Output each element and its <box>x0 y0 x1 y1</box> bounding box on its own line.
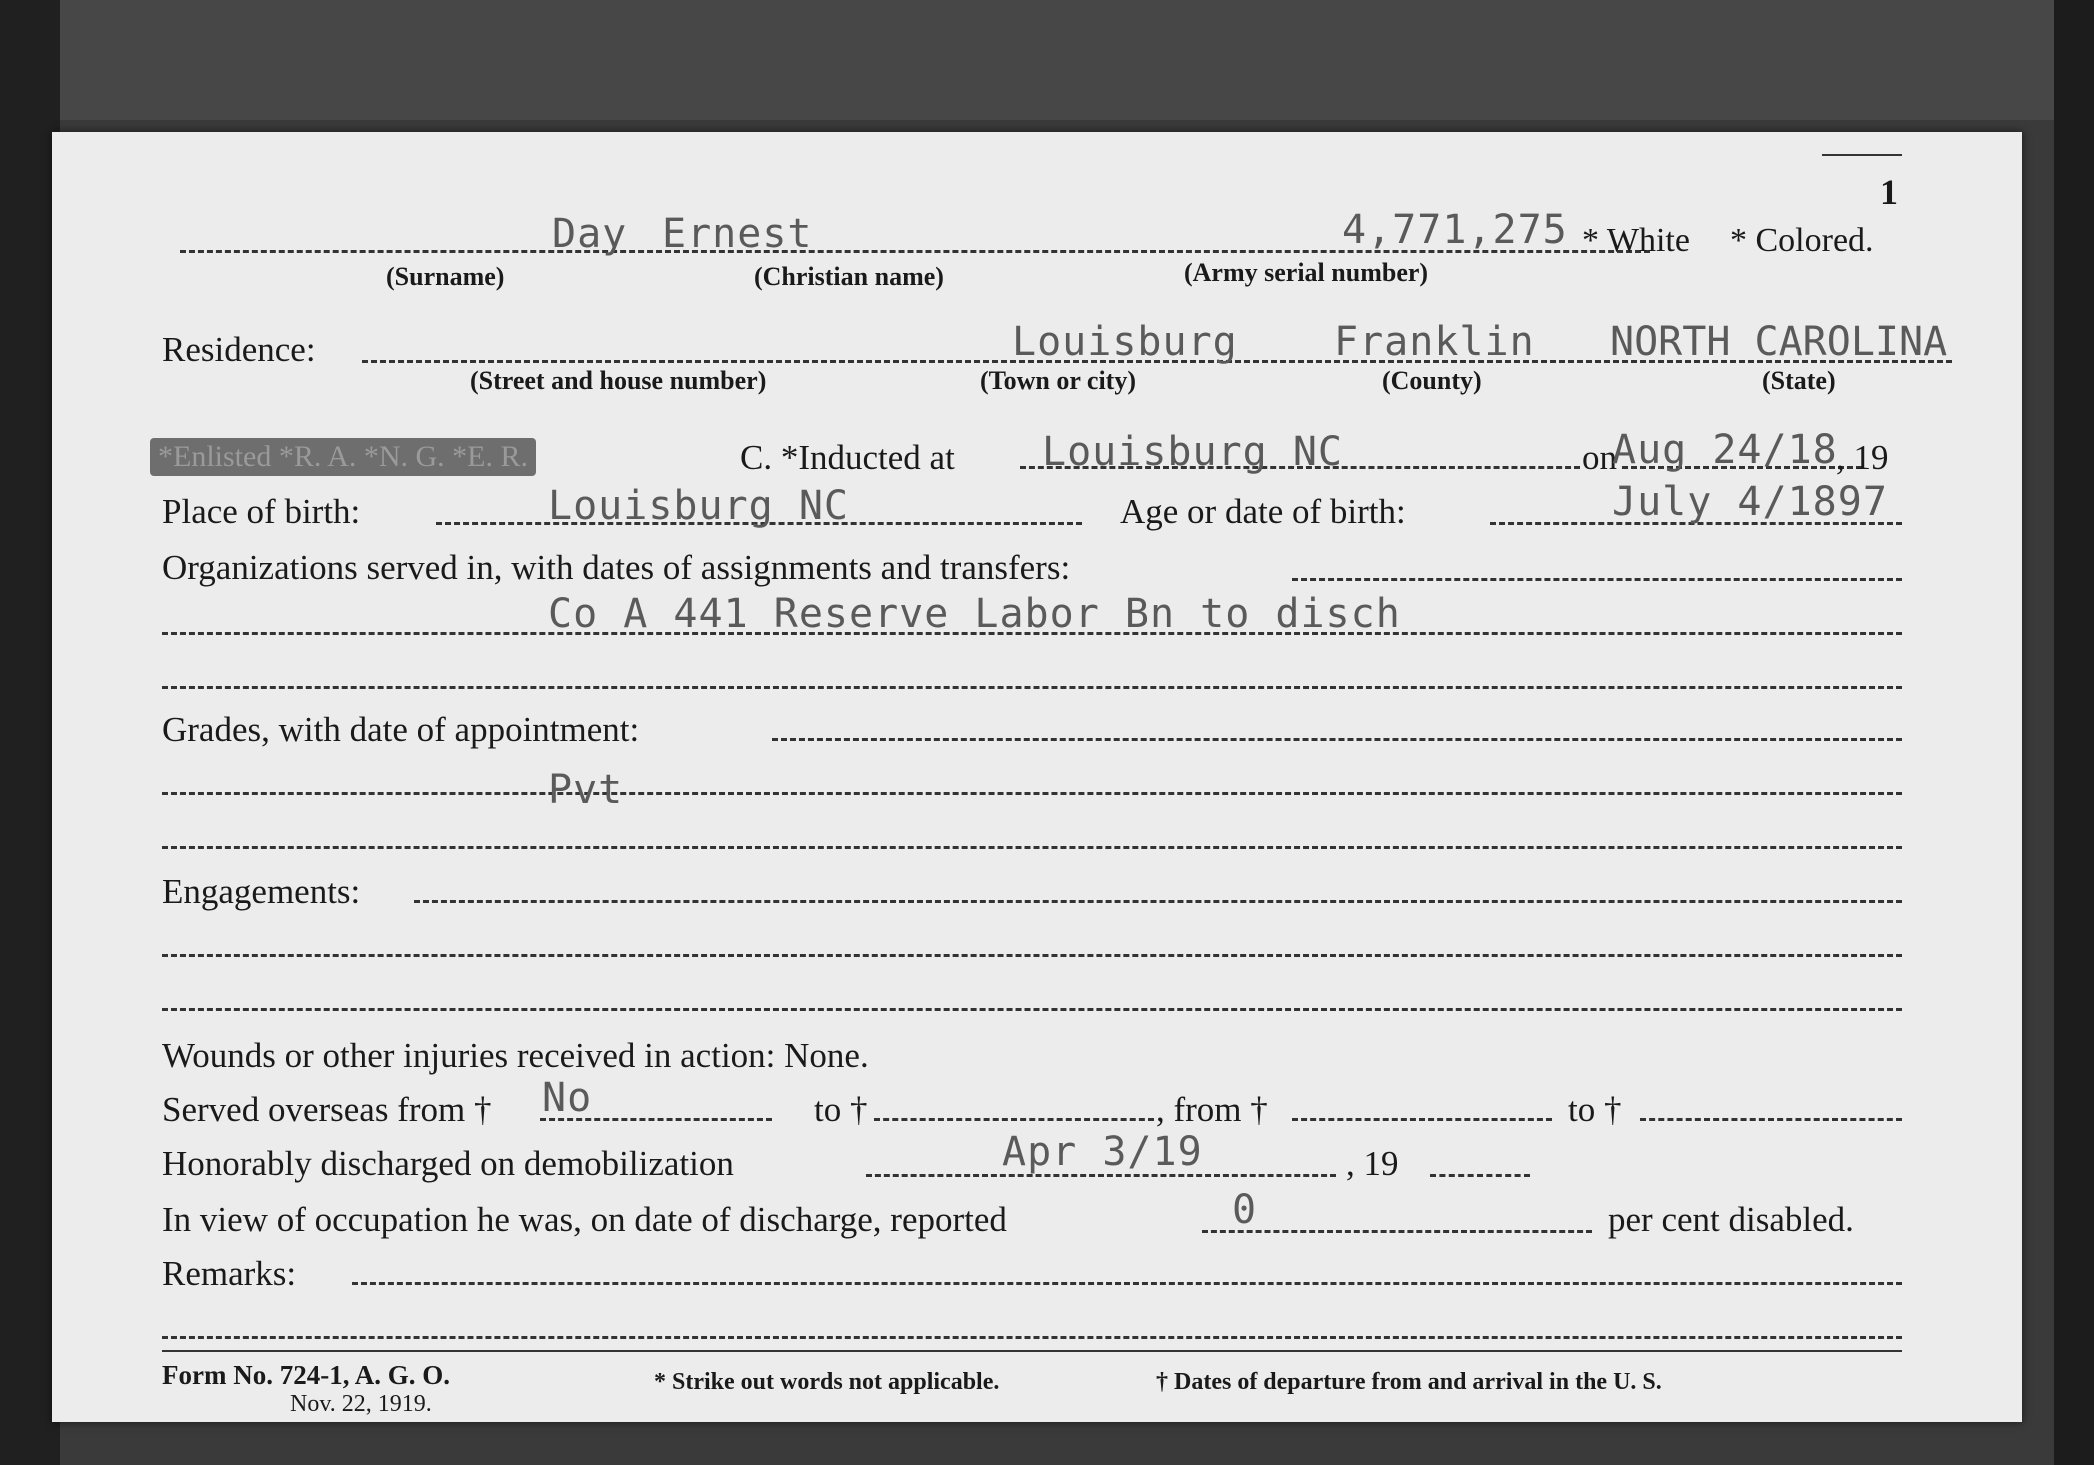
caption-town: (Town or city) <box>980 366 1136 395</box>
overseas-from2-label: , from † <box>1156 1090 1268 1129</box>
overseas-from-value: No <box>542 1075 593 1121</box>
overseas-to2-line <box>1640 1118 1902 1121</box>
disability-value: 0 <box>1232 1187 1258 1233</box>
birthdate-value: July 4/1897 <box>1612 479 1888 525</box>
card-number: 1 <box>1880 172 1898 212</box>
wounds-label: Wounds or other injuries received in action: None. <box>162 1036 869 1075</box>
remarks-label: Remarks: <box>162 1254 297 1293</box>
form-date: Nov. 22, 1919. <box>290 1391 432 1417</box>
service-record-card <box>52 132 2022 1422</box>
engagements-line-1 <box>414 900 1902 903</box>
caption-serial-number: (Army serial number) <box>1184 258 1429 287</box>
organizations-line-3 <box>162 686 1902 689</box>
caption-state: (State) <box>1762 366 1836 395</box>
dates-note: † Dates of departure from and arrival in the U. S. <box>1156 1369 1662 1395</box>
overseas-from-label: Served overseas from † <box>162 1090 492 1129</box>
scanner-background-right <box>2054 0 2094 1465</box>
remarks-line-2 <box>162 1336 1902 1339</box>
remarks-line-1 <box>352 1282 1902 1285</box>
inducted-place-value: Louisburg NC <box>1042 429 1343 475</box>
caption-street: (Street and house number) <box>470 366 767 395</box>
footer-rule <box>162 1350 1902 1352</box>
discharge-year-line <box>1430 1174 1530 1177</box>
engagements-line-3 <box>162 1008 1902 1011</box>
engagements-label: Engagements: <box>162 872 361 911</box>
birthplace-label: Place of birth: <box>162 492 361 531</box>
disability-label: In view of occupation he was, on date of discharge, reported <box>162 1200 1007 1239</box>
scanner-background-left <box>0 0 60 1465</box>
engagements-line-2 <box>162 954 1902 957</box>
caption-county: (County) <box>1382 366 1482 395</box>
residence-state-value: NORTH CAROLINA <box>1610 319 1948 365</box>
discharge-date-value: Apr 3/19 <box>1002 1129 1203 1175</box>
inducted-label: C. *Inducted at <box>740 438 955 477</box>
inducted-year-label: , 19 <box>1836 438 1889 477</box>
christian-name-value: Ernest <box>662 211 813 257</box>
discharge-label: Honorably discharged on demobilization <box>162 1144 734 1183</box>
scanner-background-top <box>0 0 2094 120</box>
caption-surname: (Surname) <box>386 262 505 291</box>
birthdate-label: Age or date of birth: <box>1120 492 1406 531</box>
residence-county-value: Franklin <box>1334 319 1535 365</box>
birthplace-value: Louisburg NC <box>548 483 849 529</box>
race-colored-label: * Colored. <box>1730 222 1874 259</box>
inducted-on-label: on <box>1582 438 1617 477</box>
residence-town-value: Louisburg <box>1012 319 1238 365</box>
organizations-value: Co A 441 Reserve Labor Bn to disch <box>548 591 1401 637</box>
grades-value: Pvt <box>548 767 624 813</box>
strike-note: * Strike out words not applicable. <box>654 1369 1000 1395</box>
grades-line-1 <box>772 738 1902 741</box>
overseas-to-label: to † <box>814 1090 868 1129</box>
grades-line-2 <box>162 792 1902 795</box>
redacted-enlistment-types: *Enlisted *R. A. *N. G. *E. R. <box>150 438 536 476</box>
disability-line <box>1202 1230 1592 1233</box>
disability-end-label: per cent disabled. <box>1608 1200 1854 1239</box>
overseas-from2-line <box>1292 1118 1552 1121</box>
discharge-year-label: , 19 <box>1346 1144 1399 1183</box>
caption-christian-name: (Christian name) <box>754 262 944 291</box>
organizations-label: Organizations served in, with dates of assignments and transfers: <box>162 548 1071 587</box>
grades-line-3 <box>162 846 1902 849</box>
overseas-to2-label: to † <box>1568 1090 1622 1129</box>
form-number: Form No. 724-1, A. G. O. <box>162 1360 450 1390</box>
grades-label: Grades, with date of appointment: <box>162 710 640 749</box>
residence-label: Residence: <box>162 330 316 369</box>
overseas-to-line <box>874 1118 1154 1121</box>
race-white-label: * White <box>1582 222 1690 259</box>
surname-value: Day <box>552 211 628 257</box>
organizations-line-1 <box>1292 578 1902 581</box>
serial-number-value: 4,771,275 <box>1342 207 1568 253</box>
inducted-date-value: Aug 24/18 <box>1612 427 1838 473</box>
card-number-rule <box>1822 154 1902 156</box>
